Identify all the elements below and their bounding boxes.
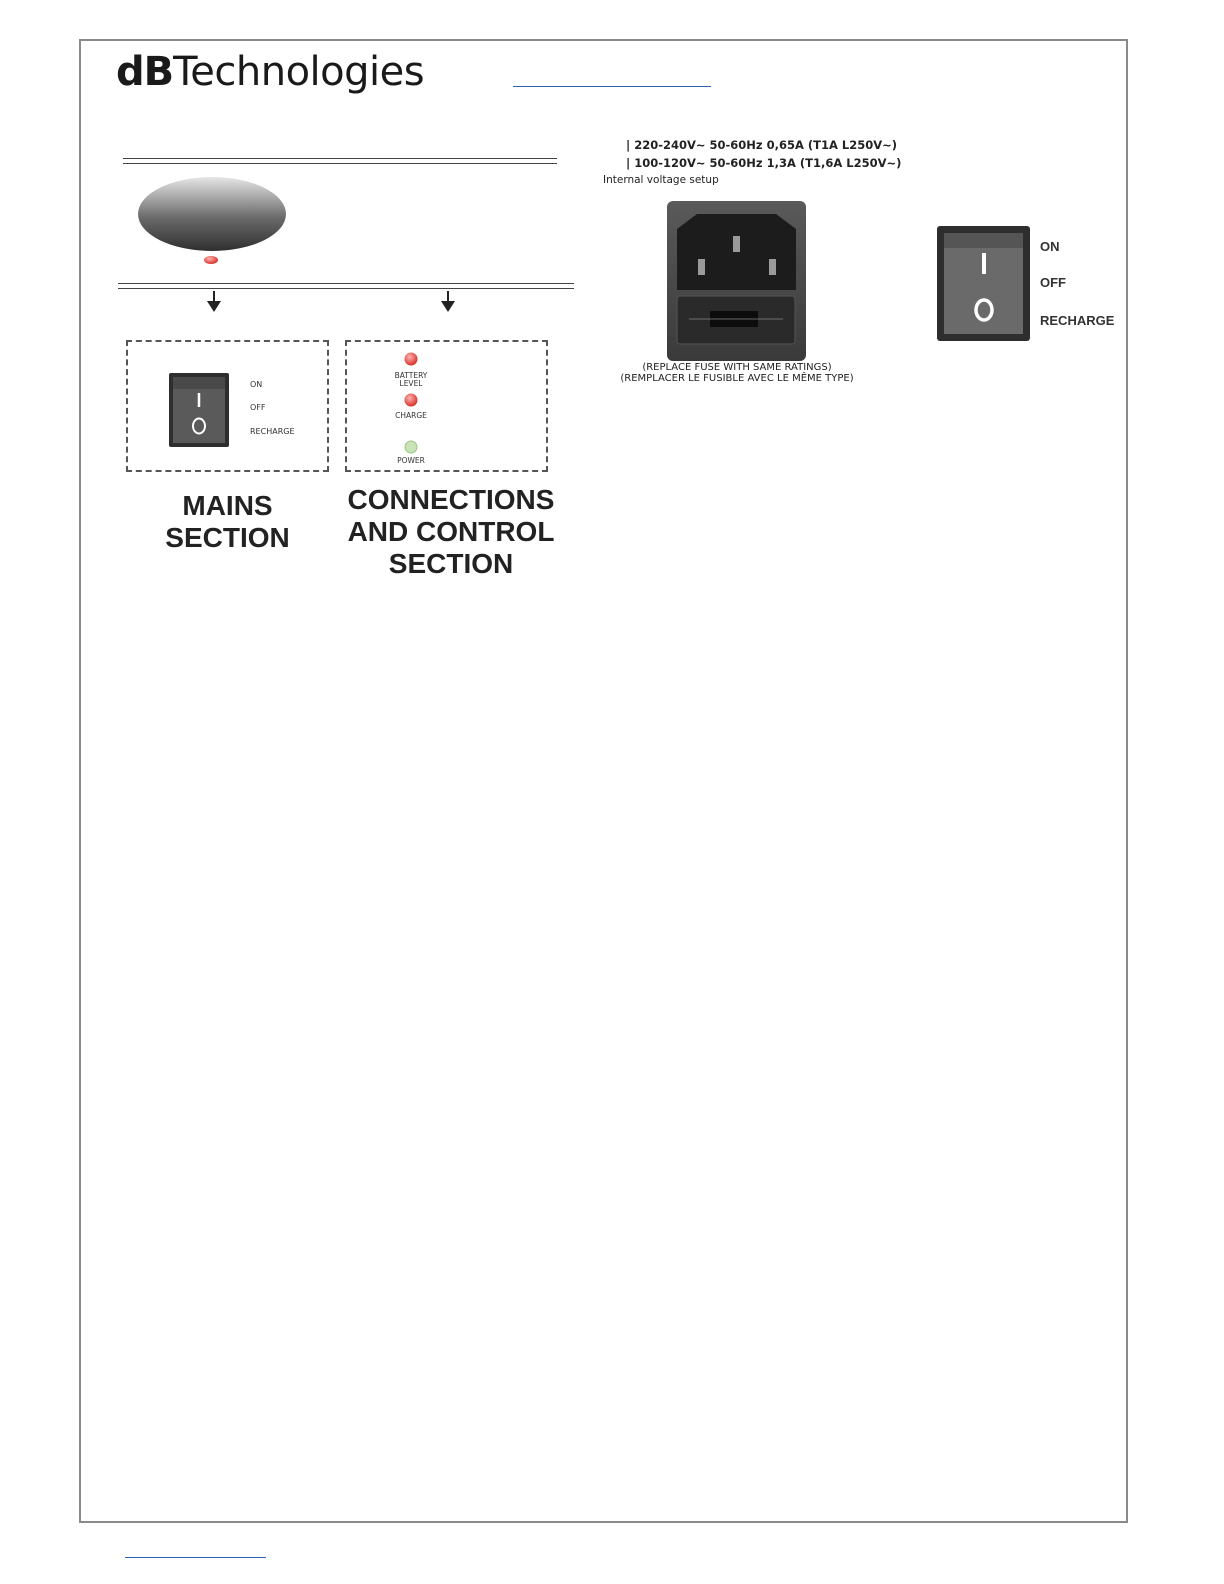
charge-led-icon — [403, 392, 419, 408]
power-inlet-icon[interactable] — [667, 201, 806, 361]
brand-logo — [116, 44, 424, 100]
small-switch-label-off: OFF — [250, 403, 266, 412]
arrow-down-icon — [205, 291, 223, 313]
big-switch-label-off: OFF — [1040, 275, 1066, 290]
panel-top-line — [123, 158, 557, 159]
internal-voltage-setup: Internal voltage setup — [603, 174, 719, 186]
voltage-line-115: | 100-120V~ 50-60Hz 1,3A (T1,6A L250V~) — [626, 156, 902, 170]
charge-label: CHARGE — [395, 411, 427, 420]
fuse-note-fr: (REMPLACER LE FUSIBLE AVEC LE MÊME TYPE) — [620, 373, 854, 384]
mains-section-title — [126, 490, 329, 554]
logo-bold: dB — [116, 49, 174, 95]
footer-link[interactable] — [125, 1557, 266, 1558]
header-link[interactable] — [513, 86, 711, 87]
fuse-note-en: (REPLACE FUSE WITH SAME RATINGS) — [642, 362, 832, 373]
rear-panel-diagram — [110, 150, 580, 590]
arrow-down-icon-2 — [439, 291, 457, 313]
power-switch-small[interactable] — [169, 373, 229, 447]
connections-title-line1: CONNECTIONS — [347, 484, 555, 515]
battery-level-label — [347, 372, 475, 388]
battery-led-icon — [403, 351, 419, 367]
connections-section-box — [345, 340, 548, 472]
power-label: POWER — [397, 456, 425, 465]
logo-light: Technologies — [173, 49, 425, 95]
connections-title-line2: AND CONTROL — [347, 516, 555, 547]
panel-bottom-line-2 — [118, 288, 574, 289]
panel-bottom-line — [118, 283, 574, 284]
handle-recess-icon — [136, 176, 288, 264]
fuse-note — [597, 362, 877, 384]
mains-title-line2: SECTION — [165, 522, 290, 553]
power-switch-large[interactable] — [937, 226, 1030, 341]
battery-label-line1: BATTERY — [394, 371, 428, 380]
mains-section-box — [126, 340, 329, 472]
power-led-icon — [403, 439, 419, 455]
voltage-line-230: | 220-240V~ 50-60Hz 0,65A (T1A L250V~) — [626, 138, 898, 152]
big-switch-label-on: ON — [1040, 239, 1060, 254]
connections-title-line3: SECTION — [388, 548, 514, 579]
battery-label-line2: LEVEL — [399, 379, 423, 388]
big-switch-label-recharge: RECHARGE — [1040, 313, 1115, 328]
small-switch-label-recharge: RECHARGE — [250, 427, 295, 436]
small-switch-label-on: ON — [250, 380, 263, 389]
mains-title-line1: MAINS — [182, 490, 273, 521]
connections-section-title — [335, 484, 567, 580]
panel-top-line-2 — [123, 163, 557, 164]
